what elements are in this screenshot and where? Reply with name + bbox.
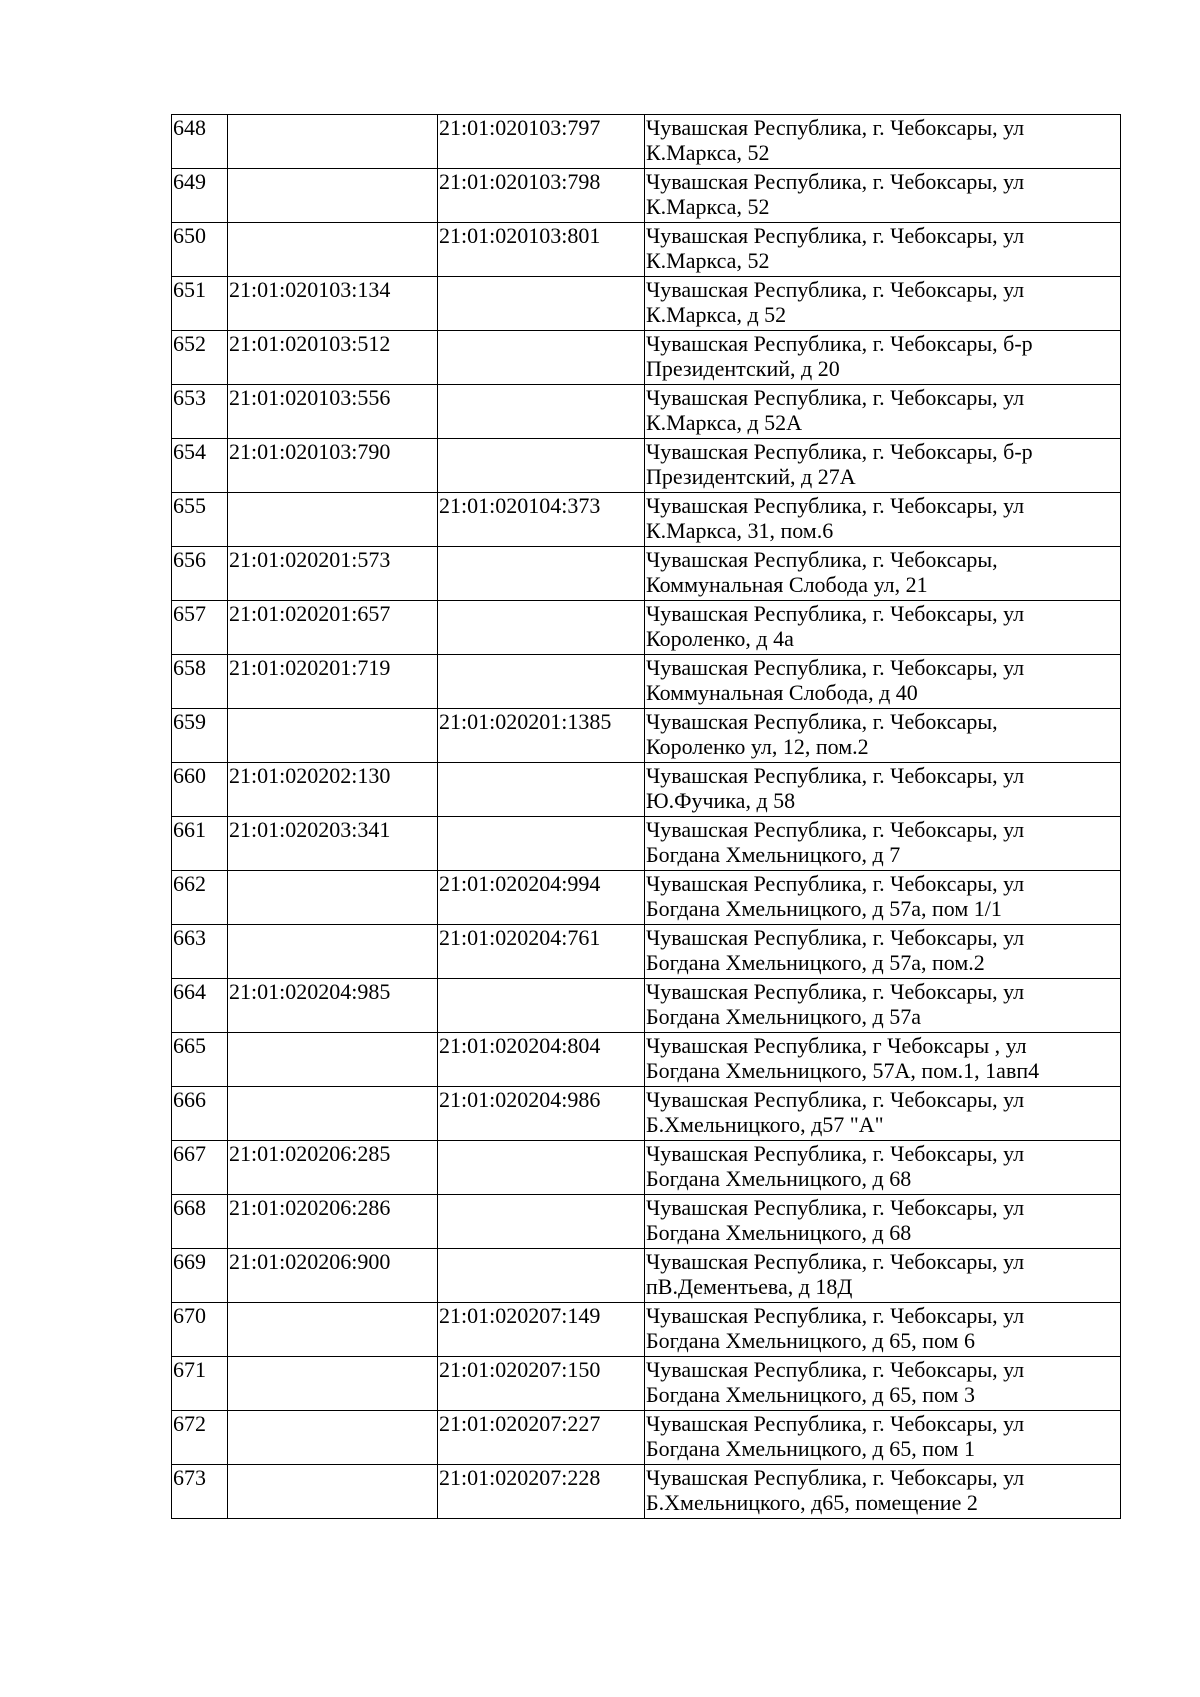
- row-number-cell: 670: [172, 1303, 228, 1357]
- table-row: [172, 493, 1121, 547]
- premises-number-cell: [438, 763, 645, 817]
- cadastral-number-cell: 21:01:020201:573: [228, 547, 438, 601]
- address-line: Богдана Хмельницкого, д 7: [646, 842, 901, 867]
- address-cell: [645, 709, 1121, 763]
- table-row: [172, 223, 1121, 277]
- address-line: Чувашская Республика, г. Чебоксары, ул: [646, 1087, 1025, 1112]
- premises-number-cell: 21:01:020204:986: [438, 1087, 645, 1141]
- address-line: Чувашская Республика, г. Чебоксары, ул: [646, 1195, 1025, 1220]
- premises-number-cell: [438, 979, 645, 1033]
- table-row: [172, 979, 1121, 1033]
- table-row: [172, 655, 1121, 709]
- table-row: [172, 709, 1121, 763]
- address-line: К.Маркса, 52: [646, 194, 770, 219]
- address-line: Чувашская Республика, г. Чебоксары, ул: [646, 1303, 1025, 1328]
- address-line: Короленко, д 4а: [646, 626, 794, 651]
- premises-number-cell: 21:01:020207:149: [438, 1303, 645, 1357]
- table-row: [172, 547, 1121, 601]
- row-number-cell: 667: [172, 1141, 228, 1195]
- address-cell: [645, 493, 1121, 547]
- row-number-cell: 655: [172, 493, 228, 547]
- table-row: [172, 1411, 1121, 1465]
- premises-number-cell: [438, 439, 645, 493]
- address-cell: [645, 277, 1121, 331]
- cadastral-number-cell: 21:01:020206:900: [228, 1249, 438, 1303]
- property-table: [171, 114, 1121, 1519]
- address-cell: [645, 601, 1121, 655]
- table-row: [172, 763, 1121, 817]
- table-row: [172, 385, 1121, 439]
- address-line: Богдана Хмельницкого, д 57а: [646, 1004, 921, 1029]
- premises-number-cell: 21:01:020103:801: [438, 223, 645, 277]
- cadastral-number-cell: 21:01:020103:134: [228, 277, 438, 331]
- address-line: Чувашская Республика, г. Чебоксары, ул: [646, 385, 1025, 410]
- row-number-cell: 666: [172, 1087, 228, 1141]
- address-cell: [645, 979, 1121, 1033]
- premises-number-cell: [438, 1249, 645, 1303]
- premises-number-cell: [438, 385, 645, 439]
- address-line: Чувашская Республика, г. Чебоксары, б-р: [646, 439, 1033, 464]
- cadastral-number-cell: [228, 493, 438, 547]
- table-row: [172, 925, 1121, 979]
- premises-number-cell: [438, 601, 645, 655]
- premises-number-cell: [438, 1195, 645, 1249]
- address-cell: [645, 655, 1121, 709]
- address-line: Богдана Хмельницкого, д 57а, пом.2: [646, 950, 985, 975]
- premises-number-cell: [438, 1141, 645, 1195]
- address-line: Короленко ул, 12, пом.2: [646, 734, 869, 759]
- cadastral-number-cell: 21:01:020206:285: [228, 1141, 438, 1195]
- premises-number-cell: [438, 655, 645, 709]
- table-row: [172, 1249, 1121, 1303]
- cadastral-number-cell: 21:01:020203:341: [228, 817, 438, 871]
- address-cell: [645, 925, 1121, 979]
- address-cell: [645, 169, 1121, 223]
- address-cell: [645, 871, 1121, 925]
- row-number-cell: 656: [172, 547, 228, 601]
- premises-number-cell: [438, 331, 645, 385]
- address-cell: [645, 1087, 1121, 1141]
- premises-number-cell: 21:01:020207:227: [438, 1411, 645, 1465]
- premises-number-cell: 21:01:020103:798: [438, 169, 645, 223]
- cadastral-number-cell: 21:01:020204:985: [228, 979, 438, 1033]
- table-row: [172, 115, 1121, 169]
- address-cell: [645, 223, 1121, 277]
- cadastral-number-cell: 21:01:020201:719: [228, 655, 438, 709]
- address-line: Чувашская Республика, г Чебоксары , ул: [646, 1033, 1027, 1058]
- address-line: Чувашская Республика, г. Чебоксары, ул: [646, 601, 1025, 626]
- address-line: Богдана Хмельницкого, д 65, пом 1: [646, 1436, 975, 1461]
- table-body: [172, 115, 1121, 1519]
- address-line: Чувашская Республика, г. Чебоксары,: [646, 547, 998, 572]
- cadastral-number-cell: [228, 1303, 438, 1357]
- table-row: [172, 1303, 1121, 1357]
- address-cell: [645, 763, 1121, 817]
- table-row: [172, 1033, 1121, 1087]
- address-line: Президентский, д 27А: [646, 464, 856, 489]
- row-number-cell: 659: [172, 709, 228, 763]
- address-line: К.Маркса, 52: [646, 140, 770, 165]
- table-row: [172, 1141, 1121, 1195]
- address-line: Богдана Хмельницкого, д 68: [646, 1220, 912, 1245]
- address-line: Богдана Хмельницкого, д 65, пом 6: [646, 1328, 975, 1353]
- address-line: Чувашская Республика, г. Чебоксары, ул: [646, 1357, 1025, 1382]
- address-line: Чувашская Республика, г. Чебоксары, ул: [646, 1249, 1025, 1274]
- address-line: Чувашская Республика, г. Чебоксары, ул: [646, 871, 1025, 896]
- row-number-cell: 673: [172, 1465, 228, 1519]
- row-number-cell: 654: [172, 439, 228, 493]
- address-line: Богдана Хмельницкого, д 65, пом 3: [646, 1382, 975, 1407]
- row-number-cell: 658: [172, 655, 228, 709]
- address-line: Чувашская Республика, г. Чебоксары, ул: [646, 115, 1025, 140]
- cadastral-number-cell: [228, 709, 438, 763]
- cadastral-number-cell: 21:01:020206:286: [228, 1195, 438, 1249]
- premises-number-cell: 21:01:020204:761: [438, 925, 645, 979]
- cadastral-number-cell: [228, 925, 438, 979]
- address-line: К.Маркса, д 52: [646, 302, 787, 327]
- address-line: Ю.Фучика, д 58: [646, 788, 796, 813]
- address-line: Чувашская Республика, г. Чебоксары, ул: [646, 277, 1025, 302]
- premises-number-cell: 21:01:020207:228: [438, 1465, 645, 1519]
- premises-number-cell: 21:01:020204:994: [438, 871, 645, 925]
- address-cell: [645, 1249, 1121, 1303]
- cadastral-number-cell: 21:01:020103:512: [228, 331, 438, 385]
- address-line: Богдана Хмельницкого, 57А, пом.1, 1авп4: [646, 1058, 1040, 1083]
- address-line: Чувашская Республика, г. Чебоксары, ул: [646, 655, 1025, 680]
- address-line: Коммунальная Слобода, д 40: [646, 680, 918, 705]
- cadastral-number-cell: 21:01:020201:657: [228, 601, 438, 655]
- row-number-cell: 652: [172, 331, 228, 385]
- address-line: Чувашская Республика, г. Чебоксары, ул: [646, 979, 1025, 1004]
- address-cell: [645, 1141, 1121, 1195]
- cadastral-number-cell: [228, 1357, 438, 1411]
- cadastral-number-cell: [228, 1411, 438, 1465]
- row-number-cell: 665: [172, 1033, 228, 1087]
- row-number-cell: 663: [172, 925, 228, 979]
- address-line: Чувашская Республика, г. Чебоксары, ул: [646, 925, 1025, 950]
- address-line: Богдана Хмельницкого, д 68: [646, 1166, 912, 1191]
- cadastral-number-cell: [228, 223, 438, 277]
- cadastral-number-cell: [228, 115, 438, 169]
- row-number-cell: 651: [172, 277, 228, 331]
- premises-number-cell: 21:01:020103:797: [438, 115, 645, 169]
- address-line: Чувашская Республика, г. Чебоксары,: [646, 709, 998, 734]
- address-cell: [645, 385, 1121, 439]
- address-cell: [645, 817, 1121, 871]
- premises-number-cell: [438, 277, 645, 331]
- address-line: Чувашская Республика, г. Чебоксары, ул: [646, 1411, 1025, 1436]
- address-line: Коммунальная Слобода ул, 21: [646, 572, 928, 597]
- address-line: Богдана Хмельницкого, д 57а, пом 1/1: [646, 896, 1002, 921]
- address-cell: [645, 115, 1121, 169]
- row-number-cell: 661: [172, 817, 228, 871]
- table-row: [172, 817, 1121, 871]
- cadastral-number-cell: [228, 1087, 438, 1141]
- cadastral-number-cell: 21:01:020103:556: [228, 385, 438, 439]
- row-number-cell: 650: [172, 223, 228, 277]
- table-row: [172, 439, 1121, 493]
- table-row: [172, 1465, 1121, 1519]
- table-row: [172, 601, 1121, 655]
- table-row: [172, 1195, 1121, 1249]
- address-line: Чувашская Республика, г. Чебоксары, б-р: [646, 331, 1033, 356]
- address-line: Президентский, д 20: [646, 356, 840, 381]
- address-line: К.Маркса, д 52А: [646, 410, 803, 435]
- address-cell: [645, 1195, 1121, 1249]
- cadastral-number-cell: 21:01:020103:790: [228, 439, 438, 493]
- row-number-cell: 657: [172, 601, 228, 655]
- table-row: [172, 169, 1121, 223]
- row-number-cell: 649: [172, 169, 228, 223]
- table-row: [172, 1357, 1121, 1411]
- premises-number-cell: 21:01:020201:1385: [438, 709, 645, 763]
- premises-number-cell: [438, 817, 645, 871]
- address-cell: [645, 1465, 1121, 1519]
- address-line: Чувашская Республика, г. Чебоксары, ул: [646, 493, 1025, 518]
- address-cell: [645, 1357, 1121, 1411]
- row-number-cell: 660: [172, 763, 228, 817]
- address-line: Б.Хмельницкого, д57 "А": [646, 1112, 884, 1137]
- table-row: [172, 1087, 1121, 1141]
- row-number-cell: 668: [172, 1195, 228, 1249]
- row-number-cell: 671: [172, 1357, 228, 1411]
- address-line: К.Маркса, 52: [646, 248, 770, 273]
- address-cell: [645, 1033, 1121, 1087]
- address-line: Б.Хмельницкого, д65, помещение 2: [646, 1490, 978, 1515]
- row-number-cell: 653: [172, 385, 228, 439]
- address-cell: [645, 547, 1121, 601]
- premises-number-cell: [438, 547, 645, 601]
- address-line: Чувашская Республика, г. Чебоксары, ул: [646, 763, 1025, 788]
- address-cell: [645, 331, 1121, 385]
- address-line: К.Маркса, 31, пом.6: [646, 518, 834, 543]
- table-row: [172, 871, 1121, 925]
- address-line: пВ.Дементьева, д 18Д: [646, 1274, 853, 1299]
- address-line: Чувашская Республика, г. Чебоксары, ул: [646, 169, 1025, 194]
- row-number-cell: 648: [172, 115, 228, 169]
- cadastral-number-cell: 21:01:020202:130: [228, 763, 438, 817]
- premises-number-cell: 21:01:020204:804: [438, 1033, 645, 1087]
- address-cell: [645, 1303, 1121, 1357]
- table-row: [172, 331, 1121, 385]
- cadastral-number-cell: [228, 1033, 438, 1087]
- row-number-cell: 672: [172, 1411, 228, 1465]
- row-number-cell: 662: [172, 871, 228, 925]
- premises-number-cell: 21:01:020104:373: [438, 493, 645, 547]
- address-line: Чувашская Республика, г. Чебоксары, ул: [646, 1141, 1025, 1166]
- address-line: Чувашская Республика, г. Чебоксары, ул: [646, 1465, 1025, 1490]
- address-cell: [645, 1411, 1121, 1465]
- address-line: Чувашская Республика, г. Чебоксары, ул: [646, 223, 1025, 248]
- premises-number-cell: 21:01:020207:150: [438, 1357, 645, 1411]
- address-cell: [645, 439, 1121, 493]
- cadastral-number-cell: [228, 1465, 438, 1519]
- address-line: Чувашская Республика, г. Чебоксары, ул: [646, 817, 1025, 842]
- row-number-cell: 669: [172, 1249, 228, 1303]
- cadastral-number-cell: [228, 871, 438, 925]
- cadastral-number-cell: [228, 169, 438, 223]
- table-row: [172, 277, 1121, 331]
- row-number-cell: 664: [172, 979, 228, 1033]
